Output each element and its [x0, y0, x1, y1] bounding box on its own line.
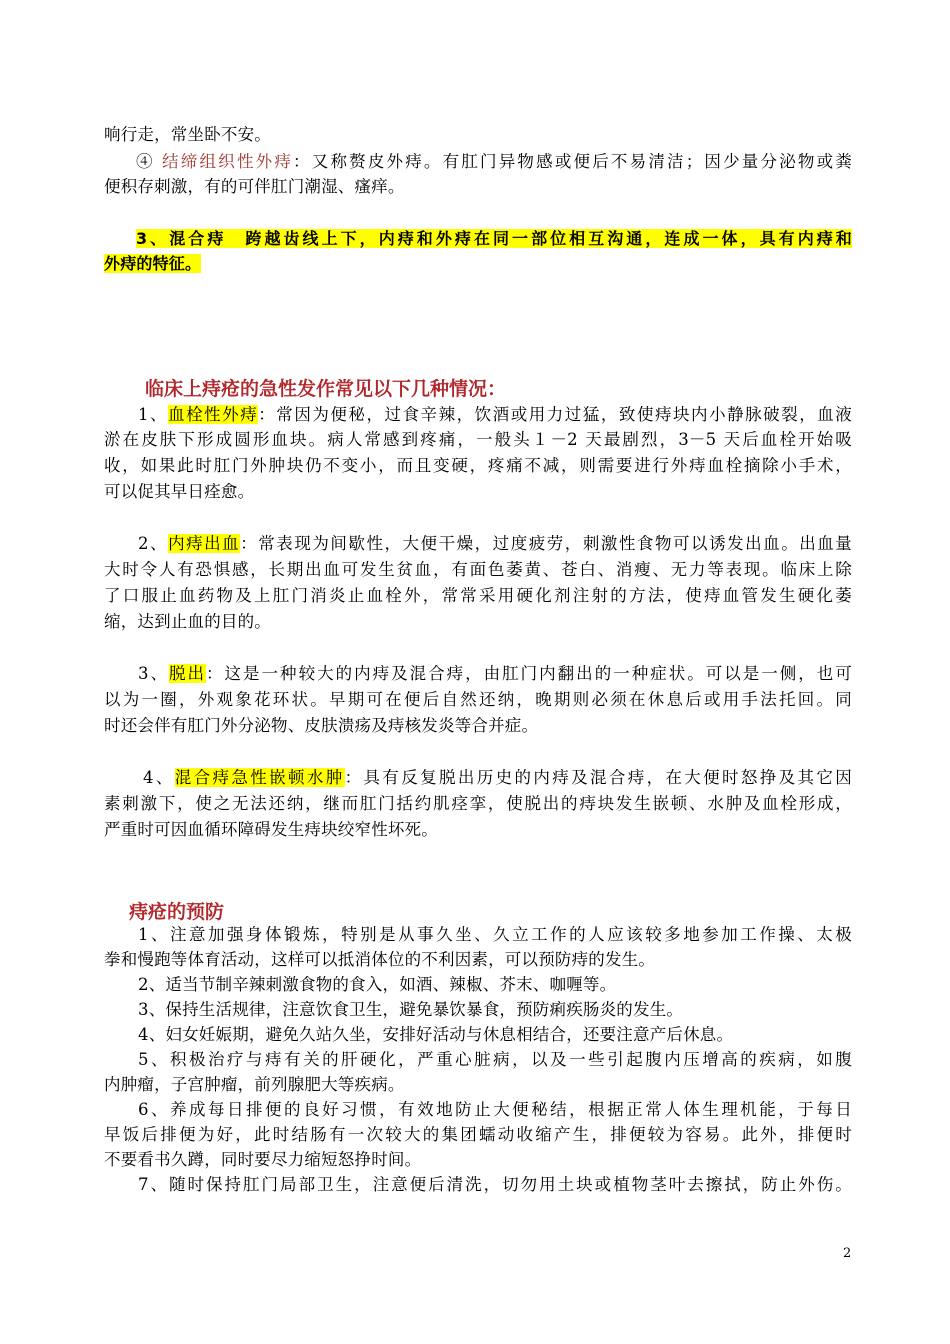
paragraph-line: 以为一圈，外观象花环状。早期可在便后自然还纳，晚期则必须在休息后或用手法托回。同 [104, 690, 852, 709]
paragraph-line [143, 767, 852, 789]
item-number: 4、 [143, 768, 175, 787]
mixed-hemorrhoid-line [104, 253, 201, 275]
prevention-item: 5、积极治疗与痔有关的肝硬化，严重心脏病，以及一些引起腹内压增高的疾病，如腹 [138, 1050, 852, 1069]
section-heading-acute: 临床上痔疮的急性发作常见以下几种情况： [145, 378, 507, 400]
term-incarcerated-edema: 混合痔急性嵌顿水肿 [174, 768, 345, 787]
item-text: ：常因为便秘，过食辛辣，饮酒或用力过猛，致使痔块内小静脉破裂，血液 [258, 405, 853, 424]
item-text: ：具有反复脱出历史的内痔及混合痔，在大便时怒挣及其它因 [344, 768, 852, 787]
paragraph-line: 可以促其早日痊愈。 [104, 482, 255, 501]
prevention-item: 4、妇女妊娠期，避免久站久坐，安排好活动与休息相结合，还要注意产后休息。 [138, 1025, 734, 1044]
paragraph-line: 大时令人有恐惧感，长期出血可发生贫血，有面色萎黄、苍白、消瘦、无力等表现。临床上除 [104, 560, 852, 579]
paragraph-line [138, 404, 852, 426]
paragraph-line: 素刺激下，使之无法还纳，继而肛门括约肌痉挛，使脱出的痔块发生嵌顿、水肿及血栓形成， [104, 794, 852, 813]
item-number: 1、 [138, 405, 169, 424]
prevention-item: 7、随时保持肛门局部卫生，注意便后清洗，切勿用土块或植物茎叶去擦拭，防止外伤。 [138, 1175, 852, 1194]
item-number: 2、 [138, 534, 169, 553]
page-number: 2 [843, 1246, 852, 1261]
prevention-item: 1、注意加强身体锻炼，特别是从事久坐、久立工作的人应该较多地参加工作操、太极 [138, 925, 852, 944]
paragraph-line: 收，如果此时肛门外肿块仍不变小，而且变硬，疼痛不减，则需要进行外痔血栓摘除小手术， [104, 456, 852, 475]
item-text: ：又称赘皮外痔。有肛门异物感或便后不易清洁；因少量分泌物或粪 [293, 152, 852, 171]
prevention-line: 拳和慢跑等体育活动，这样可以抵消体位的不利因素，可以预防痔的发生。 [104, 950, 656, 969]
paragraph-line: 时还会伴有肛门外分泌物、皮肤溃疡及痔核发炎等合并症。 [104, 716, 539, 735]
prevention-item: 3、保持生活规律，注意饮食卫生，避免暴饮暴食，预防痢疾肠炎的发生。 [138, 1000, 684, 1019]
term-connective-tissue-hemorrhoid: 结缔组织性外痔 [162, 152, 294, 171]
highlighted-text: 外痔的特征。 [104, 254, 202, 273]
paragraph-line: 了口服止血药物及上肛门消炎止血栓外，常常采用硬化剂注射的方法，使痔血管发生硬化萎 [104, 586, 852, 605]
term-internal-bleeding: 内痔出血 [168, 534, 241, 553]
text-line: 便积存刺激，有的可伴肛门潮湿、瘙痒。 [104, 177, 405, 196]
paragraph-line: 淤在皮肤下形成圆形血块。病人常感到疼痛，一般头１－2 天最剧烈，3－5 天后血栓开始吸 [104, 430, 852, 449]
prevention-item: 6、养成每日排便的良好习惯，有效地防止大便秘结，根据正常人体生理机能，于每日 [138, 1100, 852, 1119]
item-number: 3、 [138, 664, 170, 683]
prevention-line: 不要看书久蹲，同时要尽力缩短怒挣时间。 [104, 1150, 422, 1169]
prevention-line: 早饭后排便为好，此时结肠有一次较大的集团蠕动收缩产生，排便较为容易。此外，排便时 [104, 1125, 852, 1144]
mixed-hemorrhoid-line [136, 228, 852, 250]
item-text: ：这是一种较大的内痔及混合痔，由肛门内翻出的一种症状。可以是一侧，也可 [206, 664, 852, 683]
item-marker: ④ [136, 152, 163, 171]
highlighted-text: 3、混合痔 跨越齿线上下，内痔和外痔在同一部位相互沟通，连成一体，具有内痔和 [136, 229, 852, 248]
paragraph-line [138, 663, 852, 685]
item-4-line [136, 151, 852, 173]
paragraph-line: 严重时可因血循环障碍发生痔块绞窄性坏死。 [104, 820, 438, 839]
paragraph-line: 缩，达到止血的目的。 [104, 612, 271, 631]
term-prolapse: 脱出 [169, 664, 207, 683]
term-thrombosed-external: 血栓性外痔 [168, 405, 259, 424]
item-text: ：常表现为间歇性，大便干燥，过度疲劳，刺激性食物可以诱发出血。出血量 [240, 534, 852, 553]
prevention-line: 内肿瘤，子宫肿瘤，前列腺肥大等疾病。 [104, 1075, 405, 1094]
prevention-item: 2、适当节制辛辣刺激食物的食入，如酒、辣椒、芥末、咖喱等。 [138, 975, 617, 994]
paragraph-line [138, 533, 852, 555]
text-line: 响行走，常坐卧不安。 [104, 125, 271, 144]
section-heading-prevention: 痔疮的预防 [129, 901, 225, 923]
